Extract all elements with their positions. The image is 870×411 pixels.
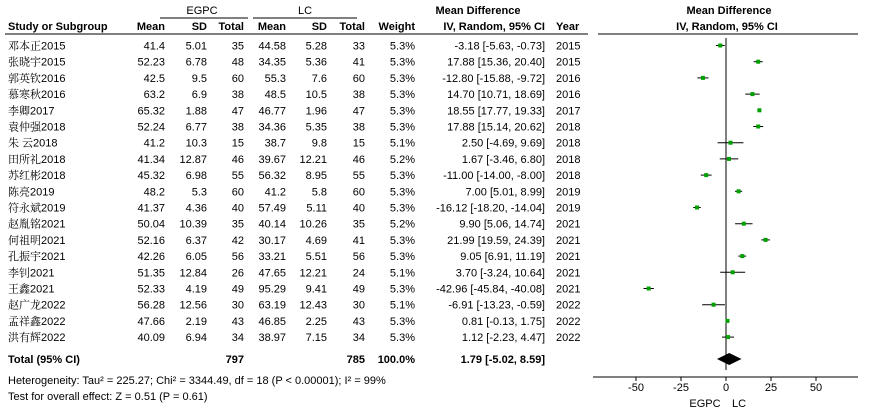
- cell-sd1: 12.84: [179, 267, 207, 280]
- cell-study: 郭英钦2016: [8, 72, 66, 85]
- cell-sd2: 2.25: [305, 315, 327, 328]
- cell-mean2: 48.5: [264, 89, 286, 102]
- cell-total1: 38: [231, 89, 244, 102]
- cell-sd2: 7.6: [311, 72, 327, 85]
- cell-study: 孔振宇2021: [8, 251, 66, 264]
- point-estimate: [701, 76, 705, 80]
- cell-total1: 46: [231, 153, 244, 166]
- cell-year: 2017: [556, 105, 581, 118]
- cell-total2: 24: [352, 267, 365, 280]
- cell-study: 陈亮2019: [8, 186, 55, 199]
- cell-sd2: 1.96: [305, 105, 327, 118]
- cell-sd1: 12.56: [179, 299, 207, 312]
- cell-weight: 5.2%: [389, 218, 415, 231]
- point-estimate: [764, 238, 768, 242]
- cell-year: 2019: [556, 186, 581, 199]
- col-ci-plot: IV, Random, 95% CI: [676, 21, 778, 33]
- point-estimate: [731, 270, 735, 274]
- cell-mean1: 42.5: [143, 72, 165, 85]
- cell-study: 张晓宇2015: [8, 56, 66, 69]
- cell-mean2: 30.17: [258, 234, 286, 247]
- cell-weight: 5.3%: [389, 251, 415, 264]
- col-weight: Weight: [378, 21, 415, 33]
- cell-total1: 47: [231, 105, 244, 118]
- cell-sd2: 5.35: [305, 121, 327, 134]
- cell-total2: 33: [352, 40, 365, 53]
- point-estimate: [718, 44, 722, 48]
- cell-sd2: 12.43: [299, 299, 327, 312]
- cell-mean1: 41.34: [137, 153, 165, 166]
- cell-mean2: 63.19: [258, 299, 286, 312]
- cell-total1: 42: [231, 234, 244, 247]
- cell-ci: 1.12 [-2.23, 4.47]: [461, 332, 545, 345]
- cell-ci: -6.91 [-13.23, -0.59]: [448, 299, 545, 312]
- effect-title-table: Mean Difference: [435, 5, 521, 17]
- cell-study: 慕寒秋2016: [8, 89, 66, 102]
- point-estimate: [750, 92, 754, 96]
- cell-total1: 34: [231, 332, 244, 345]
- cell-mean1: 52.33: [137, 283, 165, 296]
- cell-mean2: 46.85: [258, 315, 286, 328]
- point-estimate: [647, 287, 651, 291]
- x-axis: [593, 377, 858, 394]
- cell-sd2: 10.26: [299, 218, 327, 231]
- cell-mean1: 48.2: [143, 186, 165, 199]
- cell-ci: 17.88 [15.14, 20.62]: [447, 121, 545, 134]
- axis-tick-label: -25: [673, 382, 689, 394]
- cell-mean1: 41.2: [143, 137, 165, 150]
- point-estimate: [742, 222, 746, 226]
- cell-total2: 56: [352, 251, 365, 264]
- cell-year: 2021: [556, 283, 581, 296]
- cell-total1: 26: [231, 267, 244, 280]
- cell-sd1: 6.77: [185, 121, 207, 134]
- point-estimate: [726, 335, 730, 339]
- col-mean1: Mean: [136, 21, 165, 33]
- cell-sd2: 5.51: [305, 251, 327, 264]
- point-estimate: [727, 157, 731, 161]
- heterogeneity-text: Heterogeneity: Tau² = 225.27; Chi² = 3344.49, df = 18 (P < 0.00001); I² = 99%: [8, 375, 386, 387]
- cell-year: 2022: [556, 315, 581, 328]
- cell-weight: 5.1%: [389, 137, 415, 150]
- cell-total2: 60: [352, 186, 365, 199]
- cell-mean1: 42.26: [137, 251, 165, 264]
- cell-total2: 38: [352, 121, 365, 134]
- cell-sd2: 5.11: [306, 202, 327, 215]
- cell-mean2: 95.29: [258, 283, 286, 296]
- cell-sd1: 6.9: [191, 89, 207, 102]
- cell-mean1: 45.32: [137, 170, 165, 183]
- cell-sd2: 12.21: [299, 153, 327, 166]
- cell-sd2: 5.8: [311, 186, 327, 199]
- cell-year: 2018: [556, 137, 581, 150]
- cell-mean1: 40.09: [137, 332, 165, 345]
- cell-total2: 47: [352, 105, 365, 118]
- total-n2: 785: [346, 354, 365, 366]
- axis-tick-label: 25: [764, 382, 778, 394]
- cell-total2: 34: [352, 332, 365, 345]
- cell-sd1: 9.5: [191, 72, 207, 85]
- favours-left-label: EGPC: [689, 398, 721, 410]
- point-estimate: [695, 206, 699, 210]
- effect-title-plot: Mean Difference: [686, 5, 772, 17]
- cell-study: 袁仲强2018: [8, 121, 66, 134]
- cell-weight: 5.3%: [389, 170, 415, 183]
- cell-total2: 38: [352, 89, 365, 102]
- point-estimate: [756, 125, 760, 129]
- cell-weight: 5.3%: [389, 72, 415, 85]
- cell-ci: 0.81 [-0.13, 1.75]: [461, 315, 545, 328]
- pooled-diamond: [717, 353, 741, 365]
- column-headers: [8, 21, 778, 33]
- cell-total2: 41: [352, 56, 365, 69]
- point-estimate: [740, 254, 744, 258]
- col-sd2: SD: [311, 21, 327, 33]
- point-estimate: [729, 141, 733, 145]
- cell-year: 2021: [556, 234, 581, 247]
- overall-effect-text: Test for overall effect: Z = 0.51 (P = 0.61): [8, 391, 208, 403]
- cell-study: 赵胤铭2021: [8, 218, 66, 231]
- cell-sd2: 5.36: [305, 56, 327, 69]
- cell-year: 2022: [556, 332, 581, 345]
- cell-study: 洪有辉2022: [8, 332, 66, 345]
- cell-total1: 43: [231, 315, 244, 328]
- cell-mean2: 40.14: [258, 218, 286, 231]
- cell-year: 2022: [556, 299, 581, 312]
- cell-study: 朱 云2018: [8, 137, 58, 150]
- cell-total2: 55: [352, 170, 365, 183]
- cell-mean2: 44.58: [258, 40, 286, 53]
- cell-year: 2016: [556, 89, 581, 102]
- cell-ci: 21.99 [19.59, 24.39]: [447, 234, 545, 247]
- cell-year: 2021: [556, 267, 581, 280]
- cell-study: 苏红彬2018: [8, 170, 66, 183]
- cell-sd2: 10.5: [305, 89, 327, 102]
- cell-mean1: 51.35: [137, 267, 165, 280]
- cell-sd2: 8.95: [305, 170, 327, 183]
- cell-study: 何祖明2021: [8, 234, 66, 247]
- cell-weight: 5.3%: [389, 315, 415, 328]
- cell-sd2: 5.28: [305, 40, 327, 53]
- col-study: Study or Subgroup: [8, 21, 108, 33]
- cell-total2: 30: [352, 299, 365, 312]
- cell-sd1: 6.05: [185, 251, 207, 264]
- cell-mean1: 47.66: [137, 315, 165, 328]
- group2-header: LC: [297, 5, 313, 17]
- cell-mean2: 39.67: [258, 153, 286, 166]
- cell-study: 孟祥鑫2022: [8, 315, 66, 328]
- cell-ci: 18.55 [17.77, 19.33]: [447, 105, 545, 118]
- cell-total1: 48: [231, 56, 244, 69]
- cell-mean2: 47.65: [258, 267, 286, 280]
- col-year: Year: [556, 21, 580, 33]
- cell-mean1: 63.2: [143, 89, 165, 102]
- cell-year: 2016: [556, 72, 581, 85]
- cell-total2: 49: [352, 283, 365, 296]
- cell-weight: 5.3%: [389, 283, 415, 296]
- group1-header: EGPC: [186, 5, 218, 17]
- cell-total2: 15: [352, 137, 365, 150]
- cell-weight: 5.1%: [389, 267, 415, 280]
- cell-sd1: 6.37: [185, 234, 207, 247]
- cell-sd1: 6.78: [185, 56, 207, 69]
- cell-total1: 49: [231, 283, 244, 296]
- cell-ci: -16.12 [-18.20, -14.04]: [436, 202, 545, 215]
- cell-total1: 15: [231, 137, 244, 150]
- cell-sd2: 9.8: [311, 137, 327, 150]
- cell-weight: 5.1%: [389, 299, 415, 312]
- cell-ci: 14.70 [10.71, 18.69]: [447, 89, 545, 102]
- cell-study: 符永斌2019: [8, 202, 66, 215]
- cell-sd1: 2.19: [185, 315, 207, 328]
- cell-year: 2019: [556, 202, 581, 215]
- cell-study: 李卿2017: [8, 105, 55, 118]
- cell-ci: 2.50 [-4.69, 9.69]: [461, 137, 545, 150]
- cell-weight: 5.3%: [389, 89, 415, 102]
- cell-study: 赵广龙2022: [8, 299, 66, 312]
- cell-mean1: 52.23: [137, 56, 165, 69]
- cell-year: 2021: [556, 218, 581, 231]
- total-row: [8, 354, 545, 366]
- cell-weight: 5.3%: [389, 186, 415, 199]
- col-total1: Total: [218, 21, 244, 33]
- col-ci: IV, Random, 95% CI: [443, 21, 545, 33]
- cell-mean1: 52.16: [137, 234, 165, 247]
- cell-total1: 38: [231, 121, 244, 134]
- cell-mean2: 38.97: [258, 332, 286, 345]
- cell-sd1: 4.36: [185, 202, 207, 215]
- cell-weight: 5.3%: [389, 234, 415, 247]
- cell-sd1: 10.3: [185, 137, 207, 150]
- plot-marks: [643, 38, 769, 370]
- cell-study: 李钊2021: [8, 267, 55, 280]
- study-rows: [8, 39, 580, 345]
- cell-mean2: 34.35: [258, 56, 286, 69]
- cell-sd1: 6.98: [185, 170, 207, 183]
- point-estimate: [737, 189, 741, 193]
- cell-ci: 9.90 [5.06, 14.74]: [459, 218, 545, 231]
- col-total2: Total: [339, 21, 365, 33]
- cell-ci: -3.18 [-5.63, -0.73]: [454, 40, 545, 53]
- total-label: Total (95% CI): [8, 354, 80, 366]
- cell-sd2: 7.15: [305, 332, 327, 345]
- cell-sd1: 5.3: [191, 186, 207, 199]
- point-estimate: [725, 319, 729, 323]
- cell-year: 2018: [556, 153, 581, 166]
- cell-year: 2021: [556, 251, 581, 264]
- axis-tick-label: 50: [809, 382, 823, 394]
- cell-weight: 5.3%: [389, 332, 415, 345]
- cell-total1: 40: [231, 202, 244, 215]
- cell-ci: 7.00 [5.01, 8.99]: [465, 186, 545, 199]
- cell-weight: 5.2%: [389, 153, 415, 166]
- cell-ci: -12.80 [-15.88, -9.72]: [442, 72, 545, 85]
- cell-total2: 60: [352, 72, 365, 85]
- cell-weight: 5.3%: [389, 40, 415, 53]
- cell-mean2: 57.49: [258, 202, 286, 215]
- col-sd1: SD: [191, 21, 207, 33]
- cell-ci: 3.70 [-3.24, 10.64]: [455, 267, 545, 280]
- total-ci: 1.79 [-5.02, 8.59]: [460, 354, 545, 366]
- point-estimate: [704, 173, 708, 177]
- cell-total2: 35: [352, 218, 365, 231]
- point-estimate: [757, 108, 761, 112]
- cell-mean2: 55.3: [264, 72, 286, 85]
- cell-sd1: 12.87: [179, 153, 207, 166]
- total-weight: 100.0%: [377, 354, 415, 366]
- cell-total1: 60: [231, 72, 244, 85]
- cell-total2: 40: [352, 202, 365, 215]
- cell-sd2: 12.21: [299, 267, 327, 280]
- cell-sd2: 4.69: [305, 234, 327, 247]
- cell-sd1: 5.01: [185, 40, 207, 53]
- cell-mean2: 38.7: [264, 137, 286, 150]
- cell-mean1: 50.04: [137, 218, 165, 231]
- cell-weight: 5.3%: [389, 105, 415, 118]
- cell-total2: 43: [352, 315, 365, 328]
- cell-mean1: 52.24: [137, 121, 165, 134]
- axis-tick-label: 0: [722, 382, 730, 394]
- cell-study: 王鑫2021: [8, 283, 55, 296]
- cell-year: 2018: [556, 170, 581, 183]
- cell-mean1: 41.4: [143, 40, 165, 53]
- cell-sd1: 4.19: [185, 283, 207, 296]
- cell-total1: 35: [231, 40, 244, 53]
- axis-tick-label: -50: [628, 382, 644, 394]
- cell-total2: 41: [352, 234, 365, 247]
- cell-total1: 30: [231, 299, 244, 312]
- cell-mean2: 34.36: [258, 121, 286, 134]
- cell-ci: 1.67 [-3.46, 6.80]: [461, 153, 545, 166]
- cell-study: 邓本正2015: [8, 40, 66, 53]
- cell-year: 2018: [556, 121, 581, 134]
- cell-total1: 60: [231, 186, 244, 199]
- cell-total1: 56: [231, 251, 244, 264]
- cell-ci: -11.00 [-14.00, -8.00]: [443, 170, 545, 183]
- cell-ci: 9.05 [6.91, 11.19]: [460, 251, 545, 264]
- cell-weight: 5.3%: [389, 56, 415, 69]
- point-estimate: [712, 303, 716, 307]
- col-mean2: Mean: [257, 21, 286, 33]
- cell-mean1: 56.28: [137, 299, 165, 312]
- cell-mean1: 65.32: [137, 105, 165, 118]
- cell-ci: -42.96 [-45.84, -40.08]: [436, 283, 545, 296]
- cell-mean1: 41.37: [137, 202, 165, 215]
- cell-weight: 5.3%: [389, 121, 415, 134]
- cell-year: 2015: [556, 56, 581, 69]
- cell-study: 田所礼2018: [8, 153, 66, 166]
- cell-year: 2015: [556, 40, 581, 53]
- cell-weight: 5.3%: [389, 202, 415, 215]
- cell-mean2: 33.21: [258, 251, 286, 264]
- cell-total1: 55: [231, 170, 244, 183]
- cell-mean2: 46.77: [258, 105, 286, 118]
- cell-sd1: 1.88: [185, 105, 207, 118]
- cell-sd2: 9.41: [305, 283, 327, 296]
- point-estimate: [756, 60, 760, 64]
- cell-mean2: 41.2: [264, 186, 286, 199]
- cell-sd1: 6.94: [185, 332, 207, 345]
- total-n1: 797: [225, 354, 244, 366]
- cell-total1: 35: [231, 218, 244, 231]
- favours-right-label: LC: [731, 398, 747, 410]
- cell-sd1: 10.39: [179, 218, 207, 231]
- cell-mean2: 56.32: [258, 170, 286, 183]
- cell-ci: 17.88 [15.36, 20.40]: [447, 56, 545, 69]
- cell-total2: 46: [352, 153, 365, 166]
